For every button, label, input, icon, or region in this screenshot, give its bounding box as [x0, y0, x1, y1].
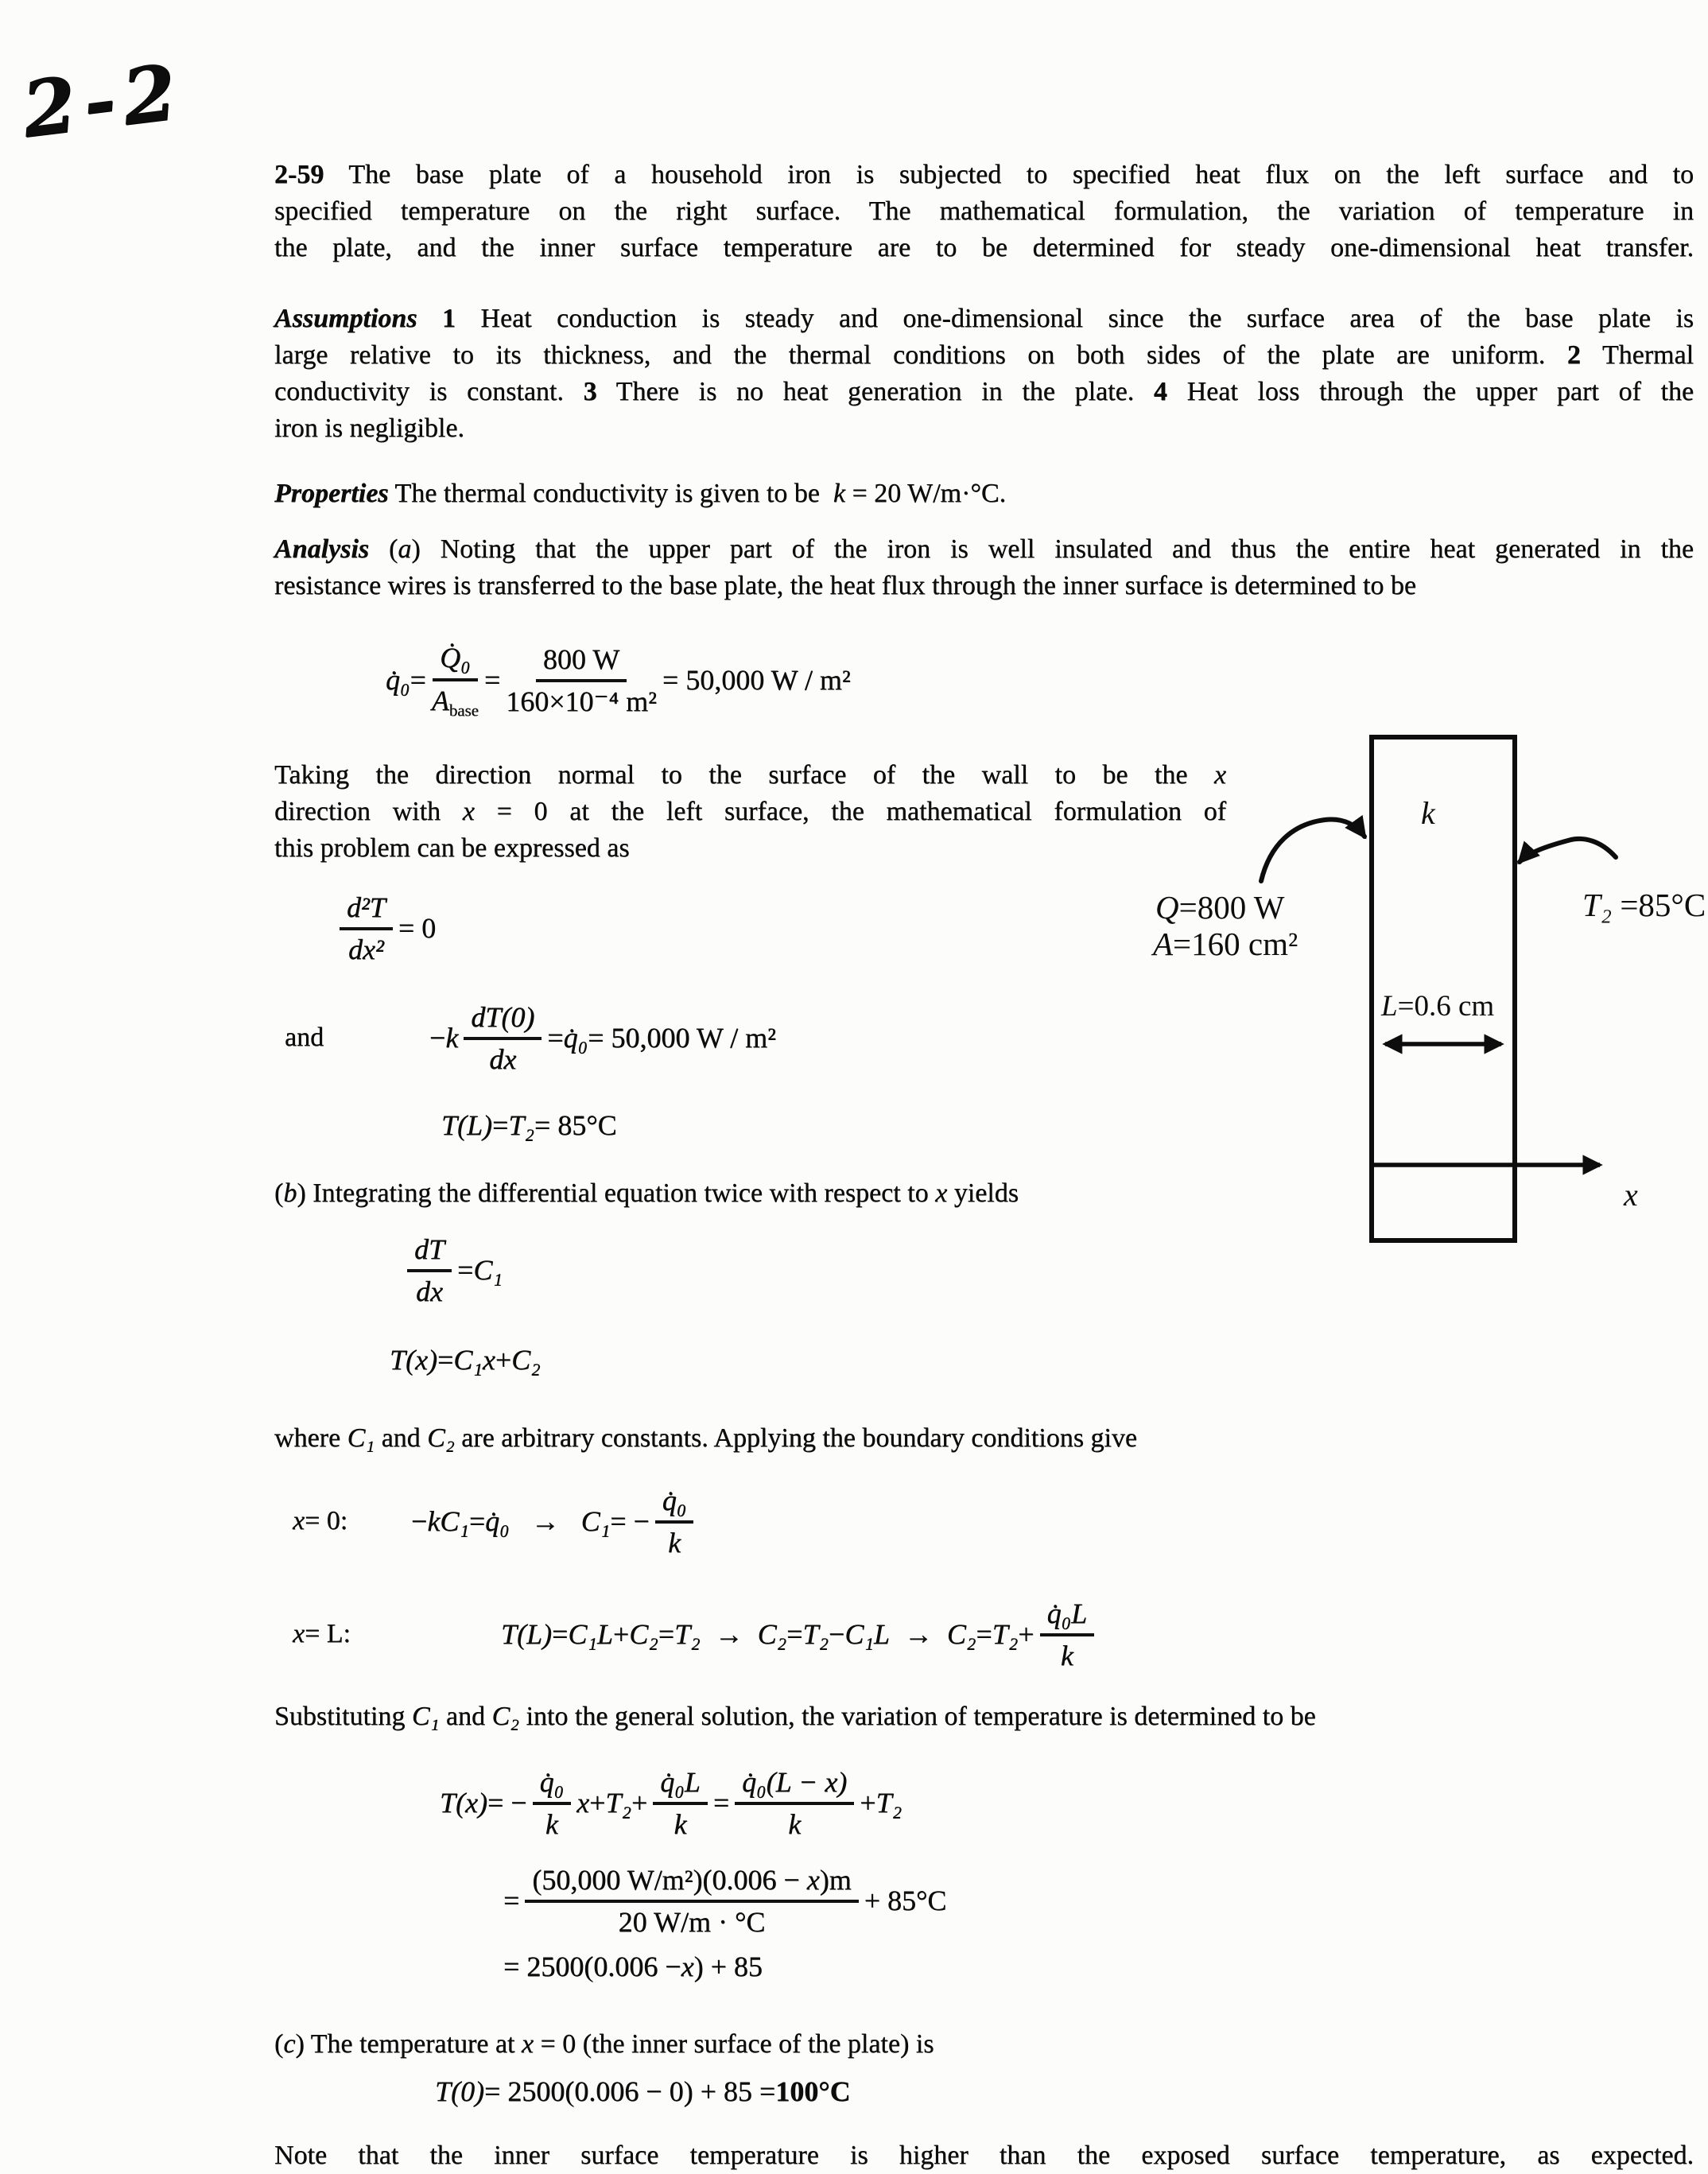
equation-general-solution: T(x) = C₁x + C₂: [390, 1344, 541, 1376]
note-paragraph: [274, 2137, 1694, 2174]
text-line: iron is negligible.: [274, 413, 464, 443]
equation-temperature-variation-2: = $\frac{\text{(50,000 W/m²)(0.006 − x)m}}{20 W/m \cdot ^\circ C}$ + 85°C: [503, 1863, 947, 1938]
equation-first-integration: $\frac{dT}{dx}$ = C₁: [402, 1210, 503, 1330]
thickness-label: L=0.6 cm: [1381, 990, 1495, 1023]
text-line: the plate, and the inner surface temperature are to be determined for steady one-dimensional heat transfer.: [274, 233, 1694, 262]
bc1-label: x = 0:: [293, 1506, 348, 1535]
analysis-paragraph: [274, 531, 1694, 604]
equation-heat-flux: q̇₀ = $\frac{\text{Q̇₀}}{A_{base}}$ = $\frac{800 W}{\text{160×10⁻⁴ m²}}$ = 50,000 W / m²: [386, 642, 851, 720]
substituting-paragraph: [274, 1698, 1694, 1735]
text-line: conductivity is constant. 3 There is no heat generation in the plate. 4 Heat loss through the upper part of the: [274, 377, 1694, 406]
text-line: where C₁ and C₂ are arbitrary constants. Applying the boundary conditions give: [274, 1423, 1137, 1453]
text-line: specified temperature on the right surface. The mathematical formulation, the variation of temperature in: [274, 196, 1694, 226]
text-line: direction with x = 0 at the left surface, the mathematical formulation of: [274, 797, 1226, 826]
text-line: this problem can be expressed as: [274, 833, 630, 863]
text-line: 2-59 The base plate of a household iron is subjected to specified heat flux on the left surface and to: [274, 160, 1694, 189]
plate-diagram: [1066, 684, 1708, 1296]
heat-flux-arrow: [1261, 819, 1364, 881]
problem-statement-paragraph: [274, 157, 1694, 266]
equation-bc-temperature: T(L) = T₂ = 85°C: [441, 1109, 617, 1141]
text-line: (c) The temperature at x = 0 (the inner surface of the plate) is: [274, 2029, 934, 2059]
surface-temperature-arrow: [1520, 839, 1616, 862]
text-line: Note that the inner surface temperature is higher than the exposed surface temperature, as expected.: [274, 2141, 1694, 2170]
part-c-paragraph: [274, 2026, 1694, 2063]
text-line: Substituting C₁ and C₂ into the general solution, the variation of temperature is determined to be: [274, 1702, 1316, 1731]
equation-bc2: T(L) = C₁L + C₂ = T₂ → C₂ = T₂ − C₁L → C₂ = T₂ + $\frac{\text{q̇₀L}}{k}$: [501, 1570, 1100, 1698]
x-axis-label: x: [1624, 1177, 1638, 1213]
text-line: resistance wires is transferred to the base plate, the heat flux through the inner surface is determined to be: [274, 571, 1416, 600]
text-line: large relative to its thickness, and the thermal conditions on both sides of the plate are uniform. 2 Thermal: [274, 340, 1694, 370]
equation-inner-surface-temperature: T(0) = 2500(0.006 − 0) + 85 = 100°C: [435, 2075, 851, 2107]
equation-bc1: − kC₁ = q̇₀ → C₁ = − $\frac{\text{q̇₀}}{k}$: [411, 1458, 699, 1585]
text-line: Assumptions 1 Heat conduction is steady and one-dimensional since the surface area of the base plate is: [274, 304, 1694, 333]
equation-temperature-variation-3: = 2500(0.006 − x ) + 85: [503, 1951, 763, 1982]
and-label: and: [285, 1023, 324, 1052]
equation-temperature-variation-1: T(x) = − $\frac{\text{q̇₀}}{k}$ x + T₂ + $\frac{\text{q̇₀L}}{k}$ = $\frac{\text{q̇₀(L − x)}}{k}$ + T₂: [440, 1765, 903, 1840]
area-label: A=160 cm²: [1153, 926, 1298, 962]
where-constants-paragraph: [274, 1420, 1694, 1457]
heat-rate-label: Q=800 W: [1155, 889, 1285, 926]
text-line: Analysis (a) Noting that the upper part of the iron is well insulated and thus the entire heat generated in the: [274, 534, 1694, 564]
assumptions-paragraph: [274, 301, 1694, 447]
text-line: Properties The thermal conductivity is given to be k = 20 W/m·°C.: [274, 479, 1007, 508]
right-surface-temperature-label: T₂ =85°C: [1582, 887, 1706, 923]
bc2-label: x = L:: [293, 1619, 351, 1648]
properties-paragraph: [274, 476, 1694, 512]
text-line: (b) Integrating the differential equation twice with respect to x yields: [274, 1178, 1019, 1208]
page-corner-mark: 2-2: [17, 46, 189, 155]
text-line: Taking the direction normal to the surface of the wall to be the x: [274, 760, 1226, 790]
equation-bc-flux: − k $\frac{dT(0)}{dx}$ = q̇₀ = 50,000 W / m²: [429, 1000, 776, 1075]
conductivity-label: k: [1421, 795, 1435, 831]
equation-ode: $\frac{\text{d²T}}{\text{dx²}}$ = 0: [334, 868, 436, 988]
